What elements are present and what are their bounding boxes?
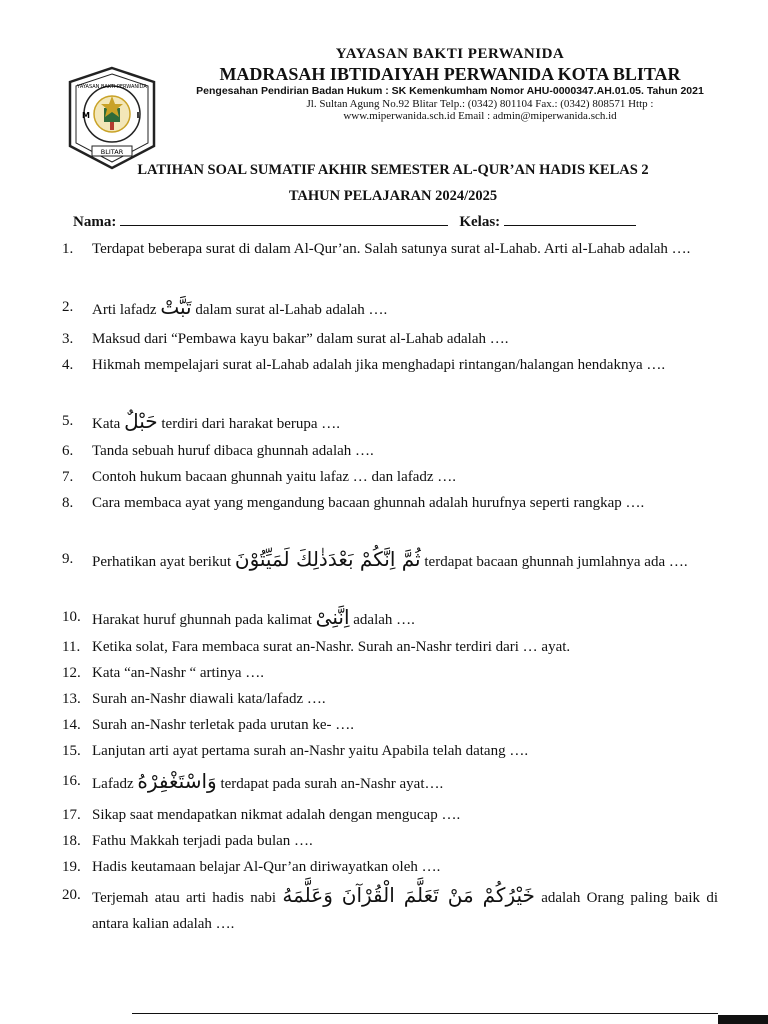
- foundation-name: YAYASAN BAKTI PERWANIDA: [335, 46, 565, 62]
- question-number: 5.: [62, 413, 74, 429]
- question-item: [62, 464, 718, 490]
- question-number: 12.: [62, 665, 81, 681]
- question-text: Kata “an-Nashr “ artinya ….: [92, 665, 265, 681]
- question-number: 16.: [62, 773, 81, 789]
- question-number: 19.: [62, 859, 81, 875]
- question-text-before: Lafadz: [92, 776, 134, 792]
- question-number: 18.: [62, 833, 81, 849]
- question-item: [62, 768, 718, 797]
- question-number: 17.: [62, 807, 81, 823]
- question-text: Surah an-Nashr terletak pada urutan ke- ….: [92, 717, 354, 733]
- question-item: [62, 854, 718, 880]
- academic-year: TAHUN PELAJARAN 2024/2025: [288, 188, 498, 204]
- logo-bottom-text: BLITAR: [100, 148, 124, 156]
- question-text-after: dalam surat al-Lahab adalah ….: [195, 302, 388, 318]
- student-info-line: [73, 212, 636, 231]
- question-text: Maksud dari “Pembawa kayu bakar” dalam surat al-Lahab adalah ….: [92, 331, 509, 347]
- question-text-before: Perhatikan ayat berikut: [92, 554, 232, 570]
- logo-letter-right: I: [136, 111, 140, 120]
- logo-top-text: YAYASAN BAKTI PERWANIDA: [77, 84, 147, 90]
- question-text: Surah an-Nashr diawali kata/lafadz ….: [92, 691, 326, 707]
- question-text: Terdapat beberapa surat di dalam Al-Qur’an. Salah satunya surat al-Lahab. Arti al-Lahab adalah ….: [92, 241, 691, 257]
- question-text-before: Terjemah atau arti hadis nabi: [92, 890, 277, 906]
- question-item: [62, 352, 718, 378]
- question-number: 10.: [62, 609, 81, 625]
- page-number-tab: [718, 1015, 768, 1024]
- question-text: [92, 408, 718, 437]
- footer-rule: [132, 1013, 718, 1014]
- question-number: 14.: [62, 717, 81, 733]
- school-logo-emblem: [66, 66, 158, 170]
- question-text: Sikap saat mendapatkan nikmat adalah dengan mengucap ….: [92, 807, 461, 823]
- question-text: Hikmah mempelajari surat al-Lahab adalah jika menghadapi rintangan/halangan hendaknya ….: [92, 357, 666, 373]
- question-text: [92, 882, 718, 937]
- school-address: Jl. Sultan Agung No.92 Blitar Telp.: (0342) 801104 Fax.: (0342) 808571 Http : www.miperwanida.sch.id Email : admin@miperwanida.sch.id: [306, 98, 654, 122]
- legal-decree: Pengesahan Pendirian Badan Hukum : SK Kemenkumham Nomor AHU-0000347.AH.01.05. Tahun 2021: [196, 85, 704, 97]
- question-text: [92, 604, 718, 633]
- question-item: [62, 438, 718, 464]
- question-item: [62, 546, 718, 575]
- question-text: Hadis keutamaan belajar Al-Qur’an diriwayatkan oleh ….: [92, 859, 441, 875]
- nama-label: Nama:: [73, 214, 117, 230]
- school-logo: [66, 66, 158, 170]
- question-item: [62, 490, 718, 516]
- question-text-after: terdapat pada surah an-Nashr ayat….: [220, 776, 444, 792]
- question-number: 8.: [62, 495, 74, 511]
- question-text: [92, 546, 718, 575]
- school-name: MADRASAH IBTIDAIYAH PERWANIDA KOTA BLITAR: [219, 64, 681, 84]
- arabic-phrase: حَبْلٌ: [124, 409, 158, 433]
- question-number: 6.: [62, 443, 74, 459]
- question-item: [62, 326, 718, 352]
- question-item: [62, 660, 718, 686]
- question-text: Cara membaca ayat yang mengandung bacaan ghunnah adalah hurufnya seperti rangkap ….: [92, 495, 645, 511]
- question-number: 7.: [62, 469, 74, 485]
- question-text: [92, 294, 718, 323]
- question-number: 15.: [62, 743, 81, 759]
- arabic-phrase: تَبَّتْ: [160, 295, 192, 319]
- question-item: [62, 634, 718, 660]
- question-text: Ketika solat, Fara membaca surat an-Nashr. Surah an-Nashr terdiri dari … ayat.: [92, 639, 571, 655]
- question-text-after: terdapat bacaan ghunnah jumlahnya ada ….: [424, 554, 688, 570]
- arabic-phrase: وَاسْتَغْفِرْهُ: [137, 769, 217, 793]
- question-text: Tanda sebuah huruf dibaca ghunnah adalah ….: [92, 443, 374, 459]
- kelas-label: Kelas:: [459, 214, 501, 230]
- question-item: [62, 738, 718, 764]
- question-number: 9.: [62, 551, 74, 567]
- question-item: [62, 294, 718, 323]
- question-item: [62, 802, 718, 828]
- question-text-before: Harakat huruf ghunnah pada kalimat: [92, 612, 312, 628]
- arabic-phrase: خَيْرُكُمْ مَنْ تَعَلَّمَ الْقُرْآنَ وَعَلَّمَهُ: [282, 883, 535, 907]
- question-item: [62, 882, 718, 937]
- question-text: Contoh hukum bacaan ghunnah yaitu lafaz … dan lafadz ….: [92, 469, 457, 485]
- exam-title: LATIHAN SOAL SUMATIF AKHIR SEMESTER AL-QUR’AN HADIS KELAS 2: [137, 162, 649, 178]
- question-text-after: adalah ….: [353, 612, 415, 628]
- question-item: [62, 686, 718, 712]
- question-number: 20.: [62, 887, 81, 903]
- logo-letter-left: M: [82, 111, 90, 120]
- question-item: [62, 828, 718, 854]
- question-text-after: terdiri dari harakat berupa ….: [161, 416, 341, 432]
- question-text-before: Kata: [92, 416, 121, 432]
- question-item: [62, 236, 718, 262]
- question-number: 11.: [62, 639, 81, 655]
- arabic-phrase: ثُمَّ اِنَّكُمْ بَعْدَذٰلِكَ لَمَيِّتُوْنَ: [234, 547, 421, 571]
- question-number: 4.: [62, 357, 74, 373]
- question-item: [62, 604, 718, 633]
- question-number: 1.: [62, 241, 74, 257]
- question-number: 13.: [62, 691, 81, 707]
- question-number: 2.: [62, 299, 74, 315]
- question-text: Lanjutan arti ayat pertama surah an-Nashr yaitu Apabila telah datang ….: [92, 743, 529, 759]
- question-text-after: adalah Orang paling baik di antara kalian adalah ….: [92, 890, 718, 932]
- arabic-phrase: اِنَّنِىْ: [315, 605, 350, 629]
- question-text: [92, 768, 718, 797]
- question-text: Fathu Makkah terjadi pada bulan ….: [92, 833, 313, 849]
- question-number: 3.: [62, 331, 74, 347]
- question-text-before: Arti lafadz: [92, 302, 157, 318]
- question-item: [62, 408, 718, 437]
- nama-blank[interactable]: [120, 212, 448, 226]
- question-item: [62, 712, 718, 738]
- kelas-blank[interactable]: [504, 212, 636, 226]
- letterhead: [0, 40, 768, 156]
